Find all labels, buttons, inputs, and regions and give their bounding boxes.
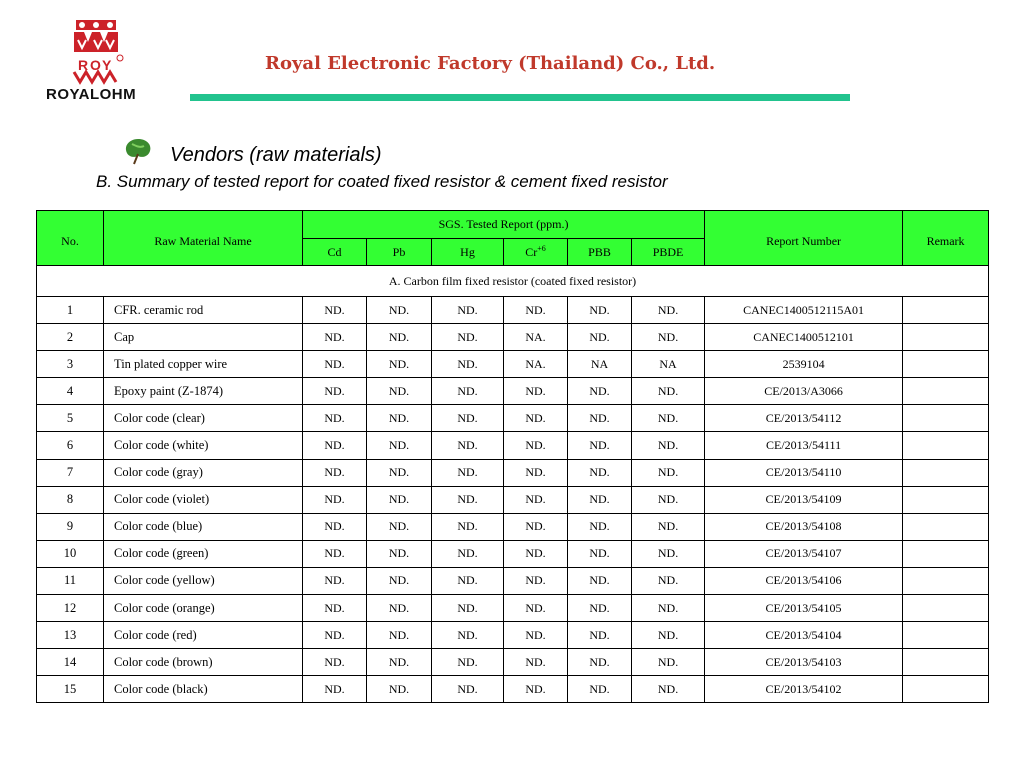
cell-hg: ND. bbox=[432, 567, 504, 594]
cell-name: Color code (clear) bbox=[104, 405, 303, 432]
cell-name: Color code (orange) bbox=[104, 595, 303, 622]
cell-pb: ND. bbox=[367, 432, 432, 459]
cell-name: Color code (red) bbox=[104, 622, 303, 649]
svg-text:Y: Y bbox=[102, 57, 112, 73]
cell-pbb: ND. bbox=[568, 432, 632, 459]
cell-report: CE/2013/54110 bbox=[705, 459, 903, 486]
cell-cr: ND. bbox=[504, 595, 568, 622]
header-pbde: PBDE bbox=[632, 239, 705, 266]
cell-remark bbox=[903, 324, 989, 351]
company-name: Royal Electronic Factory (Thailand) Co., Ltd. bbox=[265, 53, 716, 74]
table-row bbox=[37, 297, 989, 324]
table-row bbox=[37, 324, 989, 351]
cell-remark bbox=[903, 378, 989, 405]
cell-name: Tin plated copper wire bbox=[104, 351, 303, 378]
cell-cd: ND. bbox=[303, 324, 367, 351]
table-row bbox=[37, 351, 989, 378]
header-pb: Pb bbox=[367, 239, 432, 266]
table-row bbox=[37, 676, 989, 703]
cell-name: Color code (violet) bbox=[104, 486, 303, 513]
cell-pbde: ND. bbox=[632, 649, 705, 676]
cell-cr: ND. bbox=[504, 622, 568, 649]
svg-text:R: R bbox=[78, 57, 89, 73]
header-divider-bar bbox=[190, 94, 850, 101]
cell-remark bbox=[903, 486, 989, 513]
cell-report: CE/2013/54106 bbox=[705, 567, 903, 594]
cell-pbde: ND. bbox=[632, 324, 705, 351]
cell-pb: ND. bbox=[367, 649, 432, 676]
cell-cd: ND. bbox=[303, 405, 367, 432]
table-row bbox=[37, 486, 989, 513]
cell-no: 5 bbox=[37, 405, 104, 432]
cell-hg: ND. bbox=[432, 486, 504, 513]
cell-cd: ND. bbox=[303, 540, 367, 567]
cell-report: CE/2013/54112 bbox=[705, 405, 903, 432]
cell-no: 14 bbox=[37, 649, 104, 676]
cell-hg: ND. bbox=[432, 540, 504, 567]
cell-remark bbox=[903, 432, 989, 459]
cell-pbde: ND. bbox=[632, 459, 705, 486]
cell-report: CANEC1400512115A01 bbox=[705, 297, 903, 324]
cell-name: Cap bbox=[104, 324, 303, 351]
cell-no: 6 bbox=[37, 432, 104, 459]
leaf-icon bbox=[122, 136, 154, 166]
table-row bbox=[37, 432, 989, 459]
cell-remark bbox=[903, 676, 989, 703]
cell-remark bbox=[903, 459, 989, 486]
cell-pbb: ND. bbox=[568, 595, 632, 622]
cell-cd: ND. bbox=[303, 351, 367, 378]
cell-pbde: ND. bbox=[632, 405, 705, 432]
cell-cd: ND. bbox=[303, 432, 367, 459]
cell-report: CE/2013/54108 bbox=[705, 513, 903, 540]
cell-no: 10 bbox=[37, 540, 104, 567]
cell-hg: ND. bbox=[432, 595, 504, 622]
cell-pbde: ND. bbox=[632, 567, 705, 594]
cell-hg: ND. bbox=[432, 649, 504, 676]
cell-hg: ND. bbox=[432, 513, 504, 540]
cell-pbde: ND. bbox=[632, 540, 705, 567]
table-row bbox=[37, 405, 989, 432]
cell-name: CFR. ceramic rod bbox=[104, 297, 303, 324]
header-no: No. bbox=[37, 211, 104, 266]
cell-no: 15 bbox=[37, 676, 104, 703]
cell-pb: ND. bbox=[367, 567, 432, 594]
cell-pbde: ND. bbox=[632, 432, 705, 459]
cell-hg: ND. bbox=[432, 324, 504, 351]
cell-hg: ND. bbox=[432, 405, 504, 432]
cell-no: 13 bbox=[37, 622, 104, 649]
cell-pbb: ND. bbox=[568, 378, 632, 405]
cell-cr: ND. bbox=[504, 297, 568, 324]
cell-report: CE/2013/54111 bbox=[705, 432, 903, 459]
cell-pbb: ND. bbox=[568, 459, 632, 486]
header-pbb: PBB bbox=[568, 239, 632, 266]
cell-report: CANEC1400512101 bbox=[705, 324, 903, 351]
cell-pbb: ND. bbox=[568, 622, 632, 649]
cell-hg: ND. bbox=[432, 351, 504, 378]
cell-report: CE/2013/A3066 bbox=[705, 378, 903, 405]
cell-no: 8 bbox=[37, 486, 104, 513]
cell-pbb: ND. bbox=[568, 324, 632, 351]
logo-text: ROYALOHM bbox=[46, 86, 137, 103]
header-hg: Hg bbox=[432, 239, 504, 266]
cell-pb: ND. bbox=[367, 622, 432, 649]
cell-no: 7 bbox=[37, 459, 104, 486]
cell-pb: ND. bbox=[367, 378, 432, 405]
test-report-table bbox=[36, 210, 989, 703]
cell-cr: ND. bbox=[504, 378, 568, 405]
table-row bbox=[37, 378, 989, 405]
cell-no: 11 bbox=[37, 567, 104, 594]
cell-name: Epoxy paint (Z-1874) bbox=[104, 378, 303, 405]
cell-pb: ND. bbox=[367, 540, 432, 567]
cell-pbde: ND. bbox=[632, 622, 705, 649]
cell-pb: ND. bbox=[367, 351, 432, 378]
cell-cr: ND. bbox=[504, 432, 568, 459]
cell-remark bbox=[903, 513, 989, 540]
cell-pbb: ND. bbox=[568, 540, 632, 567]
section-a-label: A. Carbon film fixed resistor (coated fixed resistor) bbox=[37, 266, 989, 297]
cell-name: Color code (gray) bbox=[104, 459, 303, 486]
cell-report: CE/2013/54105 bbox=[705, 595, 903, 622]
cell-pbde: ND. bbox=[632, 378, 705, 405]
cell-pbb: ND. bbox=[568, 649, 632, 676]
cell-report: 2539104 bbox=[705, 351, 903, 378]
cell-name: Color code (green) bbox=[104, 540, 303, 567]
cell-pbde: NA bbox=[632, 351, 705, 378]
cell-no: 2 bbox=[37, 324, 104, 351]
cell-hg: ND. bbox=[432, 622, 504, 649]
cell-name: Color code (blue) bbox=[104, 513, 303, 540]
table-row bbox=[37, 595, 989, 622]
cell-no: 9 bbox=[37, 513, 104, 540]
header-cr6: $Cr^{+6}$ bbox=[504, 239, 568, 266]
cell-pb: ND. bbox=[367, 459, 432, 486]
cell-cr: NA. bbox=[504, 324, 568, 351]
cell-cd: ND. bbox=[303, 459, 367, 486]
cell-report: CE/2013/54107 bbox=[705, 540, 903, 567]
cell-remark bbox=[903, 567, 989, 594]
cell-cd: ND. bbox=[303, 513, 367, 540]
cell-pbb: ND. bbox=[568, 297, 632, 324]
table-row bbox=[37, 567, 989, 594]
cell-report: CE/2013/54109 bbox=[705, 486, 903, 513]
cell-pb: ND. bbox=[367, 513, 432, 540]
cell-no: 12 bbox=[37, 595, 104, 622]
table-row bbox=[37, 513, 989, 540]
header-raw-material-name: Raw Material Name bbox=[104, 211, 303, 266]
cell-hg: ND. bbox=[432, 432, 504, 459]
cell-remark bbox=[903, 540, 989, 567]
cell-hg: ND. bbox=[432, 459, 504, 486]
cell-report: CE/2013/54102 bbox=[705, 676, 903, 703]
cell-pbde: ND. bbox=[632, 297, 705, 324]
cell-cr: ND. bbox=[504, 540, 568, 567]
cell-cr: NA. bbox=[504, 351, 568, 378]
cell-name: Color code (yellow) bbox=[104, 567, 303, 594]
cell-pb: ND. bbox=[367, 595, 432, 622]
cell-cr: ND. bbox=[504, 676, 568, 703]
cell-pbb: ND. bbox=[568, 486, 632, 513]
cell-pbb: ND. bbox=[568, 513, 632, 540]
header-report-number: Report Number bbox=[705, 211, 903, 266]
cell-name: Color code (black) bbox=[104, 676, 303, 703]
cell-pbde: ND. bbox=[632, 676, 705, 703]
cell-pbb: ND. bbox=[568, 567, 632, 594]
table-row bbox=[37, 540, 989, 567]
cell-cd: ND. bbox=[303, 649, 367, 676]
cell-remark bbox=[903, 351, 989, 378]
cell-pb: ND. bbox=[367, 297, 432, 324]
cell-cd: ND. bbox=[303, 378, 367, 405]
cell-hg: ND. bbox=[432, 297, 504, 324]
table-row bbox=[37, 622, 989, 649]
cell-remark bbox=[903, 622, 989, 649]
cell-no: 4 bbox=[37, 378, 104, 405]
cell-cd: ND. bbox=[303, 622, 367, 649]
cell-cr: ND. bbox=[504, 459, 568, 486]
cell-pbde: ND. bbox=[632, 513, 705, 540]
cell-cd: ND. bbox=[303, 486, 367, 513]
cell-cd: ND. bbox=[303, 595, 367, 622]
cell-cd: ND. bbox=[303, 297, 367, 324]
cell-cr: ND. bbox=[504, 405, 568, 432]
cell-name: Color code (white) bbox=[104, 432, 303, 459]
cell-remark bbox=[903, 595, 989, 622]
cell-name: Color code (brown) bbox=[104, 649, 303, 676]
cell-hg: ND. bbox=[432, 676, 504, 703]
cell-pbb: ND. bbox=[568, 676, 632, 703]
cell-cr: ND. bbox=[504, 513, 568, 540]
cell-cr: ND. bbox=[504, 567, 568, 594]
table-row bbox=[37, 459, 989, 486]
cell-cd: ND. bbox=[303, 676, 367, 703]
cell-pb: ND. bbox=[367, 405, 432, 432]
cell-remark bbox=[903, 649, 989, 676]
cell-pbb: ND. bbox=[568, 405, 632, 432]
cell-hg: ND. bbox=[432, 378, 504, 405]
cell-pb: ND. bbox=[367, 486, 432, 513]
header-cd: Cd bbox=[303, 239, 367, 266]
cell-pbb: NA bbox=[568, 351, 632, 378]
cell-remark bbox=[903, 297, 989, 324]
header-remark: Remark bbox=[903, 211, 989, 266]
cell-pb: ND. bbox=[367, 324, 432, 351]
table-title: B. Summary of tested report for coated fixed resistor & cement fixed resistor bbox=[96, 172, 668, 191]
cell-cr: ND. bbox=[504, 649, 568, 676]
cell-remark bbox=[903, 405, 989, 432]
section-heading: Vendors (raw materials) bbox=[170, 144, 382, 166]
cell-no: 3 bbox=[37, 351, 104, 378]
cell-pbde: ND. bbox=[632, 595, 705, 622]
svg-text:O: O bbox=[90, 57, 101, 73]
header-sgs-report: SGS. Tested Report (ppm.) bbox=[303, 211, 705, 239]
cell-cr: ND. bbox=[504, 486, 568, 513]
cell-pbde: ND. bbox=[632, 486, 705, 513]
cell-cd: ND. bbox=[303, 567, 367, 594]
table-row bbox=[37, 649, 989, 676]
cell-report: CE/2013/54103 bbox=[705, 649, 903, 676]
cell-no: 1 bbox=[37, 297, 104, 324]
cell-report: CE/2013/54104 bbox=[705, 622, 903, 649]
cell-pb: ND. bbox=[367, 676, 432, 703]
